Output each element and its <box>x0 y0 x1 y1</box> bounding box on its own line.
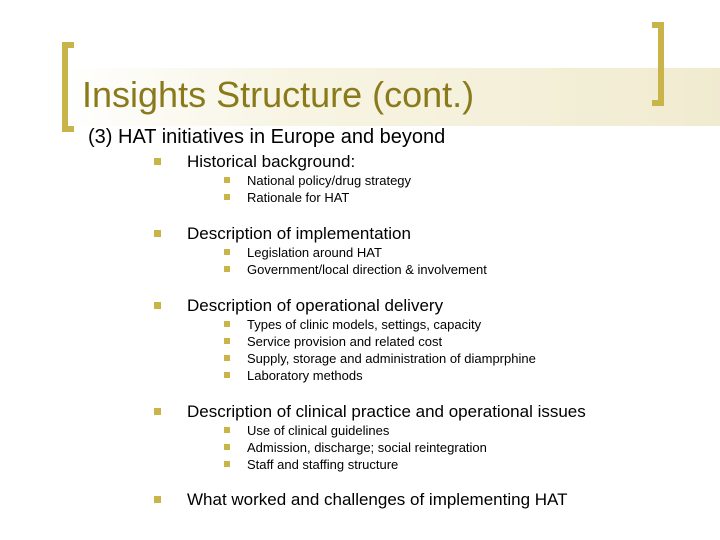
square-bullet-icon <box>224 194 230 200</box>
section-heading-label: Description of implementation <box>187 224 411 243</box>
list-item-label: Supply, storage and administration of diamprphine <box>247 351 536 366</box>
section-heading-label: Description of operational delivery <box>187 296 444 315</box>
square-bullet-icon <box>154 158 161 165</box>
square-bullet-icon <box>224 338 230 344</box>
section-heading-label: What worked and challenges of implementing HAT <box>187 490 568 509</box>
square-bullet-icon <box>224 249 230 255</box>
section-heading-label: Historical background: <box>187 152 356 171</box>
section-heading-label: Description of clinical practice and operational issues <box>187 402 586 421</box>
square-bullet-icon <box>224 427 230 433</box>
square-bullet-icon <box>224 372 230 378</box>
square-bullet-icon <box>154 496 161 503</box>
list-item-label: Rationale for HAT <box>247 190 350 205</box>
list-item-label: Laboratory methods <box>247 368 363 383</box>
square-bullet-icon <box>224 461 230 467</box>
square-bullet-icon <box>224 355 230 361</box>
list-item-label: Service provision and related cost <box>247 334 443 349</box>
list-item-label: Use of clinical guidelines <box>247 423 390 438</box>
slide-title: Insights Structure (cont.) <box>82 74 475 115</box>
square-bullet-icon <box>224 177 230 183</box>
list-item-label: Government/local direction & involvement <box>247 262 487 277</box>
square-bullet-icon <box>154 408 161 415</box>
list-item-label: Types of clinic models, settings, capacity <box>247 317 482 332</box>
subheading: (3) HAT initiatives in Europe and beyond <box>88 126 446 148</box>
list-item-label: Admission, discharge; social reintegration <box>247 440 487 455</box>
square-bullet-icon <box>224 266 230 272</box>
square-bullet-icon <box>154 230 161 237</box>
list-item-label: Staff and staffing structure <box>247 457 399 472</box>
list-item-label: Legislation around HAT <box>247 245 382 260</box>
square-bullet-icon <box>224 444 230 450</box>
square-bullet-icon <box>224 321 230 327</box>
list-item-label: National policy/drug strategy <box>247 173 412 188</box>
square-bullet-icon <box>154 302 161 309</box>
